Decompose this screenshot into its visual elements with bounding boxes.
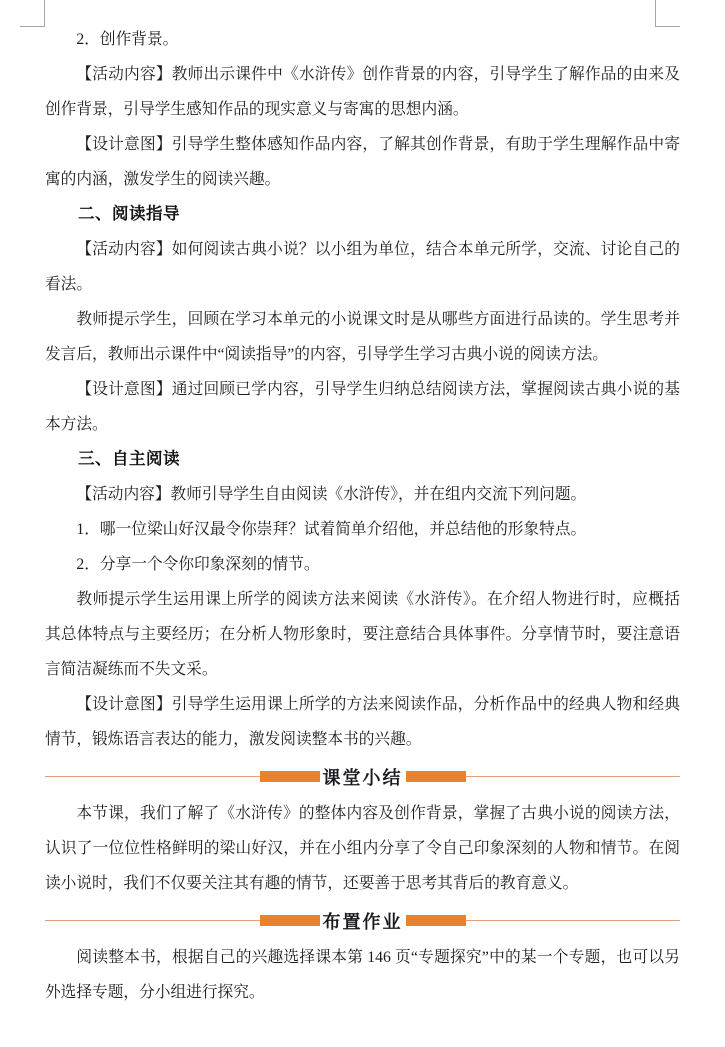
paragraph-design-intent-2: 【设计意图】通过回顾已学内容，引导学生归纳总结阅读方法，掌握阅读古典小说的基本方法。 (45, 381, 680, 433)
paragraph-design-intent-1: 【设计意图】引导学生整体感知作品内容，了解其创作背景，有助于学生理解作品中寄寓的内涵，激发学生的阅读兴趣。 (45, 136, 680, 188)
paragraph-activity-content-3: 【活动内容】教师引导学生自由阅读《水浒传》，并在组内交流下列问题。 (76, 486, 587, 503)
divider-title: 课堂小结 (320, 764, 406, 790)
divider-orange-bar-right (406, 771, 466, 782)
section-heading-independent-reading: 三、自主阅读 (78, 450, 180, 468)
paragraph-homework: 阅读整本书，根据自己的兴趣选择课本第 146 页“专题探究”中的某一个专题，也可以另外选择专题，分小组进行探究。 (45, 949, 680, 1001)
divider-title-group (45, 759, 680, 794)
divider-orange-bar-left (260, 771, 320, 782)
divider-title-group (45, 903, 680, 938)
page-corner-mark-left (20, 0, 45, 27)
document-content (45, 0, 680, 1010)
section-heading-reading-guidance: 二、阅读指导 (78, 205, 180, 223)
paragraph-question-1: 1．哪一位梁山好汉最令你崇拜？试着简单介绍他，并总结他的形象特点。 (76, 521, 587, 538)
divider-orange-bar-left (260, 915, 320, 926)
paragraph-teacher-prompt-1: 教师提示学生，回顾在学习本单元的小说课文时是从哪些方面进行品读的。学生思考并发言后，教师出示课件中“阅读指导”的内容，引导学生学习古典小说的阅读方法。 (45, 311, 680, 363)
class-summary-divider (45, 759, 680, 794)
paragraph-activity-content-1: 【活动内容】教师出示课件中《水浒传》创作背景的内容，引导学生了解作品的由来及创作背景，引导学生感知作品的现实意义与寄寓的思想内涵。 (45, 66, 680, 118)
homework-divider (45, 903, 680, 938)
divider-title: 布置作业 (320, 908, 406, 934)
paragraph-class-summary: 本节课，我们了解了《水浒传》的整体内容及创作背景，掌握了古典小说的阅读方法，认识了一位位性格鲜明的梁山好汉，并在小组内分享了令自己印象深刻的人物和情节。在阅读小说时，我们不仅要关注其有趣的情节，还要善于思考其背后的教育意义。 (45, 805, 680, 892)
paragraph-activity-content-2: 【活动内容】如何阅读古典小说？以小组为单位，结合本单元所学，交流、讨论自己的看法。 (45, 241, 680, 293)
paragraph-teacher-prompt-2: 教师提示学生运用课上所学的阅读方法来阅读《水浒传》。在介绍人物进行时，应概括其总体特点与主要经历；在分析人物形象时，要注意结合具体事件。分享情节时，要注意语言简洁凝练而不失文采。 (45, 591, 680, 678)
paragraph-design-intent-3: 【设计意图】引导学生运用课上所学的方法来阅读作品，分析作品中的经典人物和经典情节，锻炼语言表达的能力，激发阅读整本书的兴趣。 (45, 696, 680, 748)
divider-orange-bar-right (406, 915, 466, 926)
paragraph-question-2: 2．分享一个令你印象深刻的情节。 (76, 556, 320, 573)
paragraph-item-2-creation-background: 2．创作背景。 (76, 31, 179, 48)
